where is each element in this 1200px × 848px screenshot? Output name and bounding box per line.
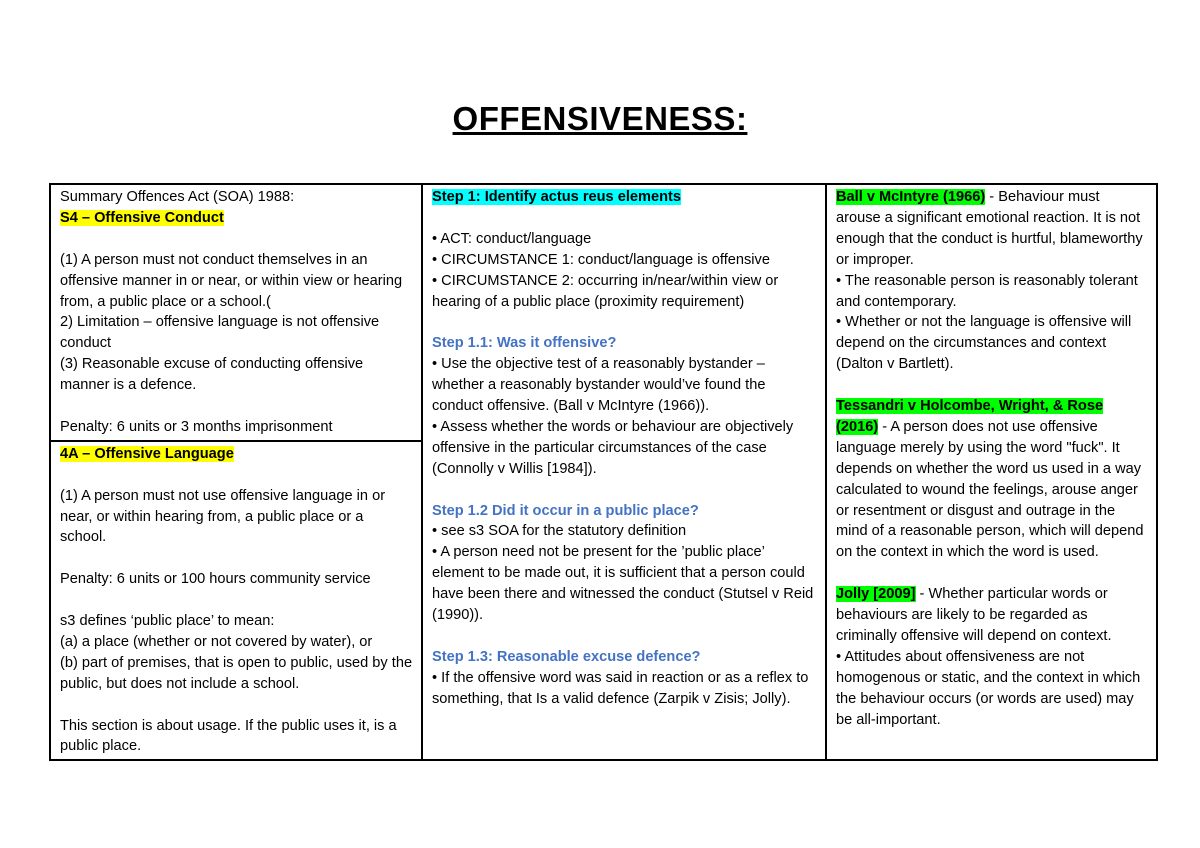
spacer <box>60 396 413 417</box>
spacer <box>60 229 413 250</box>
case-tessandri: Tessandri v Holcombe, Wright, & Rose (2016) <box>836 398 1104 435</box>
case-ball-v-mcintyre: Ball v McIntyre (1966) <box>836 189 986 205</box>
spacer <box>836 563 1148 584</box>
bullet-public-place-presence: • A person need not be present for the ’public place’ element to be made out, it is sufficient that a person could have been there and witnessed the conduct (Stutsel v Reid (1990)). <box>432 544 814 624</box>
act-name: Summary Offences Act (SOA) 1988: <box>60 189 295 205</box>
step-1-2-heading: Step 1.2 Did it occur in a public place? <box>432 502 699 519</box>
s3-definition-intro: s3 defines ‘public place’ to mean: <box>60 613 275 630</box>
spacer <box>60 465 413 486</box>
s3-definition-a: (a) a place (whether or not covered by water), or <box>60 633 373 650</box>
step-1-heading: Step 1: Identify actus reus elements <box>432 189 681 205</box>
spacer <box>60 695 413 716</box>
spacer <box>60 548 413 569</box>
case-tessandri-summary: - A person does not use offensive language merely by using the word "fuck". It depends on whether the word us used in a way calculated to wound the feelings, arouse anger or resentment or disgust and outrage in the mind of a reasonable person, which will depend on the context in which the word is used. <box>836 418 1144 561</box>
case-jolly: Jolly [2009] <box>836 586 916 603</box>
spacer <box>432 312 817 333</box>
step-1-1-heading: Step 1.1: Was it offensive? <box>432 335 617 352</box>
section-heading-s4: S4 – Offensive Conduct <box>60 209 224 226</box>
bullet-circumstance-2: • CIRCUMSTANCE 2: occurring in/near/within view or hearing of a public place (proximity requirement) <box>432 272 779 310</box>
case-ball-summary: - Behaviour must arouse a significant emotional reaction. It is not enough that the conduct is hurtful, blameworthy or improper. <box>836 189 1143 268</box>
bullet-circumstance-1: • CIRCUMSTANCE 1: conduct/language is offensive <box>432 251 770 268</box>
s4a-penalty: Penalty: 6 units or 100 hours community service <box>60 571 371 588</box>
bullet-reasonable-excuse: • If the offensive word was said in reaction or as a reflex to something, that Is a valid defence (Zarpik v Zisis; Jolly). <box>432 669 809 707</box>
cell-s4-offensive-conduct <box>50 184 422 441</box>
s3-definition-b: (b) part of premises, that is open to public, used by the public, but does not include a school. <box>60 654 413 692</box>
s4-subsection-2: 2) Limitation – offensive language is not offensive conduct <box>60 314 380 352</box>
section-heading-4a: 4A – Offensive Language <box>60 445 234 462</box>
bullet-act: • ACT: conduct/language <box>432 230 592 247</box>
bullet-assess-circumstances: • Assess whether the words or behaviour are objectively offensive in the particular circumstances of the case (Connolly v Willis [1984]). <box>432 418 794 477</box>
spacer <box>432 208 817 229</box>
step-1-3-heading: Step 1.3: Reasonable excuse defence? <box>432 648 701 665</box>
s4a-subsection-1: (1) A person must not use offensive language in or near, or within hearing from, a public place or a school. <box>60 487 386 546</box>
cell-4a-offensive-language <box>50 441 422 761</box>
s4-penalty: Penalty: 6 units or 3 months imprisonment <box>60 418 333 435</box>
spacer <box>432 626 817 647</box>
page-title: OFFENSIVENESS: <box>452 100 748 137</box>
case-jolly-summary: - Whether particular words or behaviours are likely to be regarded as criminally offensive will depend on context. <box>836 586 1112 644</box>
s4-subsection-1: (1) A person must not conduct themselves in an offensive manner in or near, or within view or hearing from, a public place or a school.( <box>60 251 403 310</box>
notes-table <box>49 183 1158 761</box>
bullet-attitudes: • Attitudes about offensiveness are not homogenous or static, and the context in which the behaviour occurs (or words are used) may be all-important. <box>836 648 1141 728</box>
bullet-reasonable-person: • The reasonable person is reasonably tolerant and contemporary. <box>836 272 1138 310</box>
spacer <box>432 480 817 501</box>
bullet-objective-test: • Use the objective test of a reasonably bystander – whether a reasonably bystander would’ve found the conduct offensive. (Ball v McIntyre (1966)). <box>432 356 766 415</box>
cell-case-law <box>826 184 1157 760</box>
spacer <box>60 590 413 611</box>
bullet-depends-on-context: • Whether or not the language is offensive will depend on the circumstances and context (Dalton v Bartlett). <box>836 314 1132 373</box>
s4-subsection-3: (3) Reasonable excuse of conducting offensive manner is a defence. <box>60 356 364 394</box>
usage-note: This section is about usage. If the public uses it, is a public place. <box>60 717 397 755</box>
spacer <box>836 375 1148 396</box>
cell-actus-reus-steps <box>422 184 826 760</box>
bullet-statutory-definition: • see s3 SOA for the statutory definition <box>432 523 687 540</box>
